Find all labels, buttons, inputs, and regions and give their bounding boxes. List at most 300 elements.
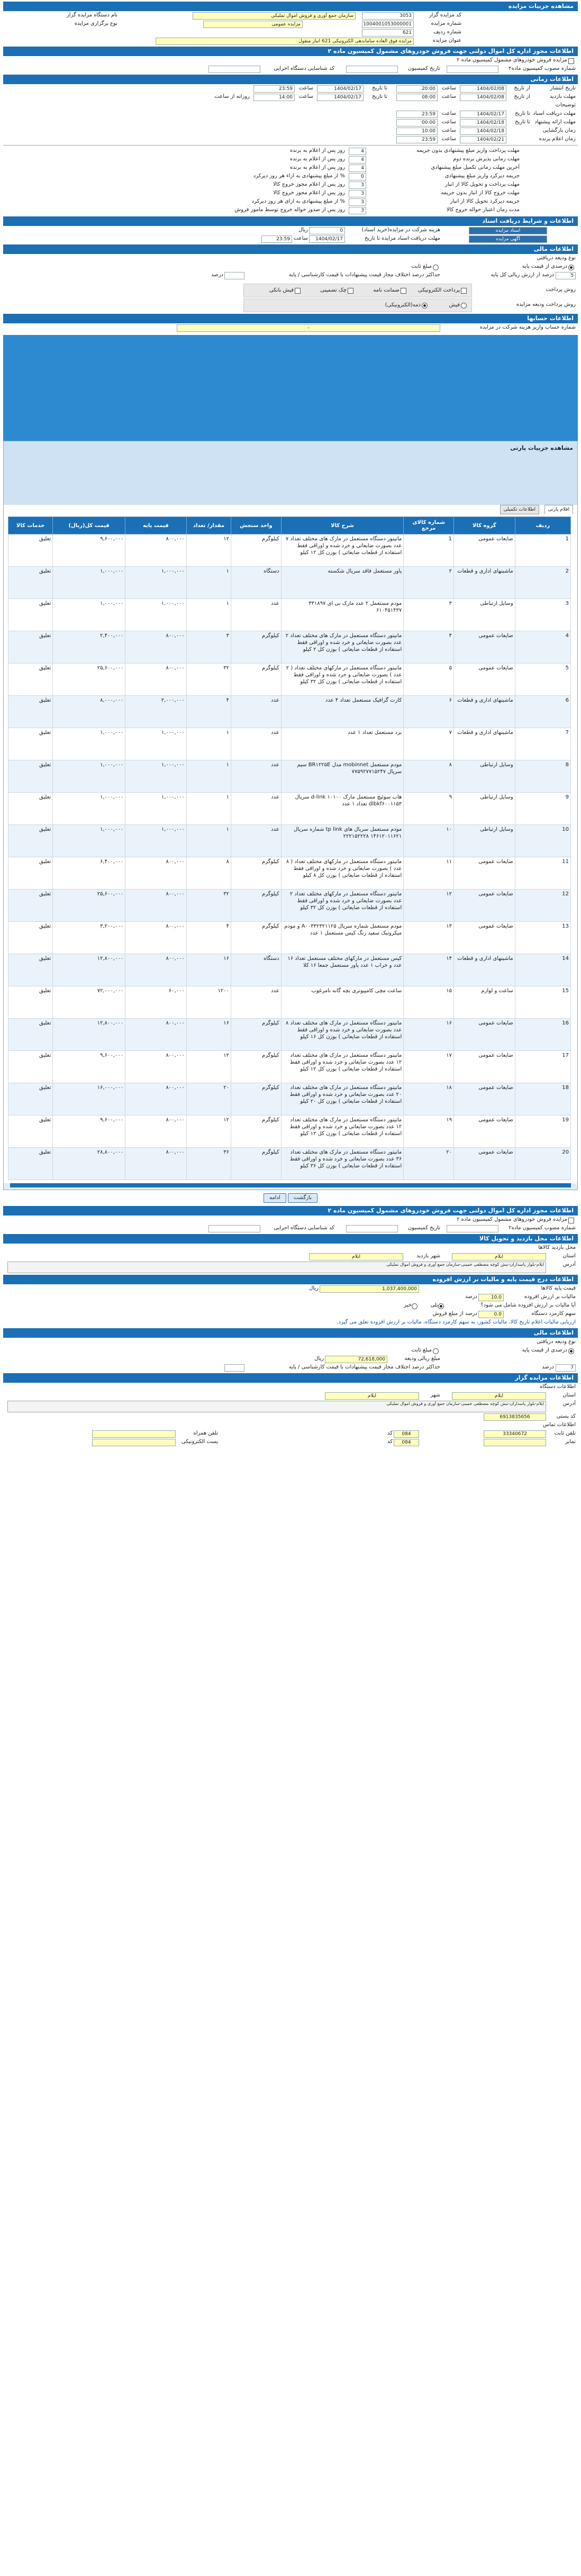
table-cell: مانیتور دستگاه مستعمل در مارک های مختلف تعداد ۸ عدد بصورت ضایعاتی و خرد شده و اوراقی فقط استفاده از قطعات ضایعاتی ) بوزن کل ۱۶ کیلو (281, 1019, 404, 1051)
fixed-radio-2[interactable] (433, 1348, 439, 1354)
table-cell: کیلوگرم (231, 1019, 282, 1051)
table-cell: کیلوگرم (231, 922, 282, 954)
auction-title-label: عنوان مزایده (432, 38, 461, 43)
city-field: ایلام (325, 1392, 419, 1400)
section-title: اطلاعات مجوز اداره کل اموال دولتی جهت فروش خودروهای مشمول کمیسیون ماده ۲ (3, 47, 578, 56)
items-table-wrap (4, 514, 577, 1183)
rule-value: 3 (349, 198, 366, 206)
table-cell: مانیتور دستگاه مستعمل در مارکهای مختلف تعداد ( ۲ عدد ) بصورت ضایعاتی و خرد شده و اوراقی فقط استفاده از قطعات ضایعاتی ) بوزن کل ۳۲ کیلو (281, 664, 404, 696)
time-label: ساعت (441, 119, 456, 125)
table-cell: ۱,۰۰۰,۰۰۰ (125, 760, 187, 793)
percent-unit: درصد از ارزش ریالی کل پایه (491, 272, 554, 278)
electronic-pay-checkbox[interactable] (461, 288, 467, 294)
time-label: ساعت (441, 85, 456, 91)
table-row (8, 599, 571, 631)
table-cell: مانیتور دستگاه مستعمل در مارکهای مختلف تعداد ۲ عدد بصورت ضایعاتی و خرد شده و اوراقی فقط استفاده از قطعات ضایعاتی ) بوزن کل ۳۲ کیلو (281, 890, 404, 922)
commission-date-label: تاریخ کمیسیون (407, 66, 440, 71)
table-row (8, 986, 571, 1019)
offer-deadline-date: 1404/02/18 (460, 119, 506, 126)
fish-radio[interactable] (461, 303, 467, 309)
vat-unit: درصد (465, 1294, 477, 1300)
table-cell: ۱۶ (186, 1019, 231, 1051)
table-footer (10, 1183, 571, 1187)
table-cell: ضایعات عمومی (454, 631, 515, 664)
table-row (8, 1115, 571, 1148)
auction-type-field: مزایده عمومی (203, 21, 303, 28)
table-cell: ۴ (404, 631, 454, 664)
table-cell: تعلیق (8, 954, 53, 986)
doc-receive-date: 1404/02/17 (309, 235, 345, 243)
to-label: تا تاریخ (372, 94, 387, 99)
table-row (8, 728, 571, 760)
table-cell: 8 (515, 760, 570, 793)
auction-no-field: 1004001053000001 (362, 21, 414, 28)
publish-from-time: 20:00 (396, 85, 438, 93)
province-label: استان (562, 1253, 576, 1259)
to-label: تا تاریخ (515, 111, 530, 116)
table-row (8, 664, 571, 696)
table-cell: ۸۰۰,۰۰۰ (125, 954, 187, 986)
table-cell: ۳۲ (186, 890, 231, 922)
section-title: اطلاعات درج قیمت پایه و مالیات بر ارزش افزوده (3, 1275, 578, 1284)
rule-value: 4 (349, 148, 366, 155)
percent-radio-2[interactable] (568, 1348, 574, 1354)
base-price-label: قیمت پایه کالاها (541, 1285, 576, 1291)
table-cell: ۱۱ (404, 857, 454, 890)
table-cell: ۱۶ (186, 954, 231, 986)
table-cell: ۲۵,۶۰۰,۰۰۰ (53, 664, 125, 696)
postal-code-label: کد پستی (556, 1413, 576, 1419)
section-title: اطلاعات مزایده گزار (3, 1373, 578, 1383)
table-cell: ۸۰۰,۰۰۰ (125, 922, 187, 954)
pay-option-label: چک تضمینی (320, 287, 347, 293)
table-cell: ۱ (186, 567, 231, 599)
table-cell: ۱۲ (186, 1051, 231, 1083)
row-no-field: 621 (362, 29, 414, 37)
pay-option-label: پرداخت الکترونیکی (417, 287, 460, 293)
vat-no-radio[interactable] (412, 1303, 417, 1309)
executive-code-field (208, 1225, 260, 1232)
executive-code-label: کد شناسایی دستگاه اجرایی (274, 66, 334, 71)
table-cell: ۲۰ (186, 1083, 231, 1115)
commission-share-label: سهم کارمزد دستگاه (531, 1311, 576, 1317)
org-code-label: کد مزایده گزار (429, 12, 461, 18)
phone-field: 33340672 (484, 1430, 546, 1438)
table-cell: ۱۳ (404, 922, 454, 954)
table-cell: ۱۶ (404, 1019, 454, 1051)
table-cell: ساعت مچی کامپیوتری بچه گانه نامرغوب (281, 986, 404, 1019)
mobile-field (92, 1430, 176, 1438)
time-label: ساعت (441, 111, 456, 116)
table-cell: عدد (231, 793, 282, 825)
table-cell: ضایعات عمومی (454, 534, 515, 567)
table-cell: ۱,۰۰۰,۰۰۰ (53, 567, 125, 599)
table-cell: ۵ (404, 664, 454, 696)
table-cell: 18 (515, 1083, 570, 1115)
table-cell: تعلیق (8, 631, 53, 664)
vat-warning: ارزیابی مالیات اعلام تاریخ کالا، مالیات کشور، به سهم کارمزد دستگاه، مالیات بر ارزش افزوده تعلق می گیرد. (337, 1319, 576, 1325)
table-cell: ۱ (186, 825, 231, 857)
table-cell: تعلیق (8, 1148, 53, 1180)
opening-time: 10:00 (396, 128, 438, 135)
table-cell: تعلیق (8, 534, 53, 567)
deposit-amount-label: مبلغ ریالی ودیعه (404, 1356, 440, 1362)
table-row (8, 825, 571, 857)
code-label: کد (387, 1439, 393, 1445)
table-cell: ۳,۲۰۰,۰۰۰ (53, 922, 125, 954)
from-label: از تاریخ (514, 94, 530, 99)
city-label: شهر (430, 1392, 440, 1398)
table-cell: ۸۰۰,۰۰۰ (125, 664, 187, 696)
section-title: اطلاعات مجوز اداره کل اموال دولتی جهت فروش خودروهای مشمول کمیسیون ماده ۲ (3, 1206, 578, 1216)
section-title: اطلاعات حسابها (3, 314, 578, 323)
table-cell: ۱,۰۰۰,۰۰۰ (125, 728, 187, 760)
offer-deadline-time: 00:00 (396, 119, 438, 126)
to-label: تا تاریخ (372, 85, 387, 91)
table-cell: مانیتور دستگاه مستعمل در مارک های مختلف تعداد ۷ عدد بصورت ضایعاتی و خرد شده و اوراقی فقط استفاده از قطعات ضایعاتی ) بوزن کل ۱۲ کیلو (281, 534, 404, 567)
table-cell: ۱۸ (404, 1083, 454, 1115)
publish-label: تاریخ انتشار (550, 85, 576, 91)
items-table (8, 516, 571, 1180)
percent-radio[interactable] (568, 265, 574, 270)
code-label: کد (387, 1430, 393, 1436)
table-cell: 19 (515, 1115, 570, 1148)
col-header: مقدار/ تعداد (186, 517, 231, 534)
commission-share-unit: درصد از مبلغ فروش (432, 1311, 477, 1317)
commission-no-field (447, 1225, 498, 1232)
vat-question: آیا مالیات بر ارزش افزوده شامل می شود؟ (480, 1302, 576, 1308)
table-cell: کیلوگرم (231, 534, 282, 567)
table-cell: عدد (231, 986, 282, 1019)
commission-share-field: 0.0 (478, 1311, 504, 1318)
table-cell: 14 (515, 954, 570, 986)
table-cell: ۴ (186, 696, 231, 728)
doc-deadline-time: 23:59 (396, 111, 438, 118)
permit-checkbox-2[interactable] (568, 1218, 574, 1223)
table-cell: مانیتور دستگاه مستعمل در مارک های مختلف تعداد ۳۶ عدد بصورت ضایعاتی و خرد شده و اوراقی فقط استفاده از قطعات ضایعاتی ) بوزن کل ۳۶ کیلو (281, 1148, 404, 1180)
visit-place-label: محل بازدید کالاها (538, 1245, 576, 1250)
visit-to-time: 14:00 (253, 94, 295, 101)
documents-button[interactable]: اسناد مزایده (469, 227, 547, 234)
table-cell: ۱۴ (404, 954, 454, 986)
table-cell: ۲,۰۰۰,۰۰۰ (125, 696, 187, 728)
table-cell: ۲,۴۰۰,۰۰۰ (53, 631, 125, 664)
blue-panel (3, 335, 578, 441)
section-title: اطلاعات مالی (3, 244, 578, 254)
table-cell: ۶ (404, 696, 454, 728)
percent-field-2: 7 (556, 1364, 576, 1372)
opening-date: 1404/02/18 (460, 128, 506, 135)
table-cell: ۹,۶۰۰,۰۰۰ (53, 1115, 125, 1148)
table-cell: ضایعات عمومی (454, 922, 515, 954)
section-title: اطلاعات مالی (3, 1328, 578, 1338)
rule-text: جریمه دیرکرد تحویل کالا از انبار (450, 198, 520, 204)
section-title: اطلاعات زمانی (3, 75, 578, 84)
tab-items[interactable]: اقلام پارتی (544, 505, 573, 514)
currency-label: ریال (314, 1356, 324, 1362)
publish-to-date: 1404/02/17 (317, 85, 364, 93)
contact-label: اطلاعات تماس (542, 1422, 576, 1428)
table-cell: کیلوگرم (231, 631, 282, 664)
time-label: ساعت (441, 128, 456, 133)
col-header: گروه کالا (454, 517, 515, 534)
table-cell: مودم مستعمل سریال های tp link شماره سریال ۱۴۶۱۲۰۱۱۶۲۱ ۲۲۲۱۵۲۲۲۸ (281, 825, 404, 857)
table-cell: ۱ (186, 599, 231, 631)
auction-details-panel (0, 2, 581, 332)
table-cell: ماشینهای اداری و قطعات (454, 954, 515, 986)
table-cell: تعلیق (8, 664, 53, 696)
table-row (8, 857, 571, 890)
province-field: ایلام (452, 1253, 546, 1260)
table-cell: تعلیق (8, 599, 53, 631)
continue-button[interactable]: ادامه (264, 1193, 286, 1203)
table-cell: تعلیق (8, 1115, 53, 1148)
table-cell: ۲۰ (404, 1148, 454, 1180)
rule-unit: % از مبلغ پیشنهادی به ازای هر روز دیرکرد (251, 198, 345, 204)
table-cell: 1 (404, 534, 454, 567)
table-cell: ۳۲ (186, 664, 231, 696)
permit-panel (0, 1206, 581, 1446)
table-cell: تعلیق (8, 1051, 53, 1083)
vat-no-label: خیر (404, 1302, 412, 1308)
rule-value: 3 (349, 190, 366, 197)
fee-label: هزینه شرکت در مزایده(خرید اسناد) (361, 227, 440, 233)
table-cell: 15 (515, 986, 570, 1019)
electronic-guarantee-radio[interactable] (422, 303, 428, 309)
table-cell: 11 (515, 857, 570, 890)
rule-unit: روز پس از اعلام به برنده (289, 156, 345, 162)
cheque-checkbox[interactable] (348, 288, 353, 294)
table-cell: ۱,۰۰۰,۰۰۰ (53, 793, 125, 825)
col-header: ردیف (515, 517, 570, 534)
rule-text: مهلت پرداخت و تحویل کالا از انبار (445, 182, 520, 187)
table-cell: 20 (515, 1148, 570, 1180)
rule-text: مهلت زمانی پذیرش برنده دوم (453, 156, 520, 162)
table-cell: تعلیق (8, 793, 53, 825)
address-label: آدرس (562, 1262, 576, 1267)
account-label: شماره حساب واریز هزینه شرکت در مزایده (479, 324, 576, 330)
table-cell: کارت گرافیک مستعمل تعداد ۴ عدد (281, 696, 404, 728)
table-cell: ۱۲,۸۰۰,۰۰۰ (53, 954, 125, 986)
rule-text: مهلت پرداخت واریز مبلغ پیشنهادی بدون جریمه (416, 148, 520, 153)
doc-deadline-date: 1404/02/17 (460, 111, 506, 118)
table-cell: ضایعات عمومی (454, 1051, 515, 1083)
table-cell: عدد (231, 599, 282, 631)
table-cell: کیلوگرم (231, 890, 282, 922)
max-diff-label: حداکثر درصد اختلاف مجاز قیمت پیشنهادات با قیمت کارشناسی / پایه (288, 1364, 440, 1370)
table-cell: ۸۰۰,۰۰۰ (125, 1148, 187, 1180)
table-cell: ساعت و لوازم (454, 986, 515, 1019)
table-cell: هاب سوئیچ مستعمل مارک d-link ۱۰۱۰۰ سریال dlbkf۶۰۰۱۱۵۳ تعداد ۱ عدد (281, 793, 404, 825)
percent-radio-label: درصدی از قیمت پایه (522, 1347, 567, 1353)
email-label: پست الکترونیکی (181, 1439, 218, 1445)
fish-label: فیش (449, 302, 460, 308)
table-cell: ۸۰۰,۰۰۰ (125, 857, 187, 890)
table-cell: ۱۲ (186, 1115, 231, 1148)
table-cell: ماشینهای اداری و قطعات (454, 696, 515, 728)
section-title: اطلاعات محل بازدید و تحویل کالا (3, 1234, 578, 1244)
table-cell: ضایعات عمومی (454, 1083, 515, 1115)
fee-unit: ریال (298, 227, 308, 233)
visit-city-field: ایلام (309, 1253, 403, 1260)
table-cell: ۱,۰۰۰,۰۰۰ (53, 599, 125, 631)
table-cell: ۱,۰۰۰,۰۰۰ (53, 728, 125, 760)
table-cell: ضایعات عمومی (454, 890, 515, 922)
table-header (8, 517, 571, 534)
max-diff-unit: درصد (211, 272, 223, 278)
pay-method-label: روش پرداخت (546, 287, 576, 293)
fixed-radio-label: مبلغ ثابت (411, 1347, 432, 1353)
items-buttons (0, 1193, 581, 1203)
from-label: از تاریخ (514, 85, 530, 91)
ads-button[interactable]: آگهی مزایده (469, 235, 547, 243)
table-cell: ۱ (186, 793, 231, 825)
max-diff-field-2 (224, 1364, 244, 1372)
table-cell: مانیتور دستگاه مستعمل در مارکهای مختلف تعداد ( ۸ عدد ) بصورت ضایعاتی و خرد شده و اوراقی فقط استفاده از قطعات ضایعاتی ) بوزن کل ۸ کیلو (281, 857, 404, 890)
table-cell: تعلیق (8, 922, 53, 954)
table-cell: ۲۸,۸۰۰,۰۰۰ (53, 1148, 125, 1180)
table-cell: ۲۵,۶۰۰,۰۰۰ (53, 890, 125, 922)
rule-unit: روز پس از اعلام مجوز خروج کالا (273, 182, 345, 187)
table-cell: ضایعات عمومی (454, 1148, 515, 1180)
doc-deadline-label: مهلت دریافت اسناد (533, 111, 576, 116)
table-cell: پاور مستعمل فاقد سریال شکسته (281, 567, 404, 599)
pay-option-label: ضمانت نامه (373, 287, 400, 293)
table-row (8, 954, 571, 986)
table-cell: تعلیق (8, 825, 53, 857)
table-cell: ضایعات عمومی (454, 1115, 515, 1148)
table-cell: ۱۰ (404, 825, 454, 857)
table-row (8, 922, 571, 954)
rule-value: 4 (349, 165, 366, 172)
table-cell: 1 (515, 534, 570, 567)
rule-value: 4 (349, 156, 366, 164)
table-cell: مانیتور دستگاه مستعمل در مارک های مختلف تعداد ۲۰ عدد بصورت ضایعاتی و خرد شده و اوراقی فقط استفاده از قطعات ضایعاتی ) بوزن کل ۲۰ کیلو (281, 1083, 404, 1115)
table-cell: تعلیق (8, 857, 53, 890)
vat-yes-radio[interactable] (438, 1303, 444, 1309)
percent-field: 5 (556, 272, 576, 279)
pay-option-label: فیش بانکی (269, 287, 294, 293)
table-cell: ۱,۰۰۰,۰۰۰ (125, 567, 187, 599)
back-button[interactable]: بازگشت (288, 1193, 317, 1203)
table-cell: تعلیق (8, 986, 53, 1019)
table-cell: ۸,۰۰۰,۰۰۰ (53, 696, 125, 728)
col-header: قیمت پایه (125, 517, 187, 534)
section-title: اطلاعات و شرایط دریافت اسناد (3, 216, 578, 226)
guarantee-letter-checkbox[interactable] (401, 288, 406, 294)
fixed-radio-label: مبلغ ثابت (411, 264, 432, 269)
bank-receipt-checkbox[interactable] (295, 288, 301, 294)
time-label: ساعت (298, 85, 313, 91)
table-cell: ۱۲ (186, 534, 231, 567)
announce-time: 23:59 (396, 136, 438, 143)
guarantee-method-options (243, 298, 472, 312)
commission-date-label: تاریخ کمیسیون (407, 1225, 440, 1231)
org-name-field: سازمان جمع آوری و فروش اموال تملیکی (193, 12, 356, 20)
table-row (8, 696, 571, 728)
rule-unit: روز پس از صدور حواله خروج توسط مامور فروش (234, 207, 345, 213)
publish-from-date: 1404/02/08 (460, 85, 506, 93)
table-row (8, 1019, 571, 1051)
visit-daily-label: روزانه از ساعت (214, 94, 250, 99)
table-cell: ۸۰۰,۰۰۰ (125, 890, 187, 922)
visit-from-time: 08:00 (396, 94, 438, 101)
vat-label: مالیات بر ارزش افزوده (524, 1294, 576, 1300)
items-table-body (8, 534, 571, 1180)
table-cell: ۸ (404, 760, 454, 793)
table-cell: کیلوگرم (231, 857, 282, 890)
table-cell: ۱۵ (404, 986, 454, 1019)
time-label: ساعت (441, 94, 456, 99)
table-cell: ماشینهای اداری و قطعات (454, 728, 515, 760)
table-cell: ۹,۶۰۰,۰۰۰ (53, 1051, 125, 1083)
table-row (8, 890, 571, 922)
table-cell: ۱ (186, 728, 231, 760)
table-cell: کیلوگرم (231, 1051, 282, 1083)
tab-extra[interactable]: اطلاعات تکمیلی (500, 505, 539, 514)
vat-yes-label: بلی (430, 1302, 438, 1308)
phone-code-field: 084 (394, 1430, 419, 1438)
table-cell: کیس مستعمل در مارکهای مختلف مستعمل تعداد ۱۶ عدد و خراب ۱ عدد پاور مستعمل جمعا ۱۶ کلا (281, 954, 404, 986)
fixed-radio[interactable] (433, 265, 439, 270)
table-cell: کیلوگرم (231, 1148, 282, 1180)
table-cell: ۸ (186, 857, 231, 890)
table-cell: 6 (515, 696, 570, 728)
commission-date-field (346, 66, 398, 73)
doc-receive-time: 23:59 (261, 235, 292, 243)
table-cell: 5 (515, 664, 570, 696)
deposit-amount-field: 72,618,000 (325, 1356, 387, 1363)
table-cell: ۱۲,۸۰۰,۰۰۰ (53, 1019, 125, 1051)
fax-code-field: 084 (394, 1439, 419, 1446)
commission-no-label: شماره مصوب کمیسیون ماده۲ (509, 66, 576, 71)
rule-unit: % از مبلغ پیشنهادی به ازاء هر روز دیرکرد (253, 173, 345, 179)
table-cell: ۴ (186, 922, 231, 954)
table-cell: مانیتور دستگاه مستعمل در مارک های مختلف تعداد ۱۲ عدد بصورت ضایعاتی و خرد شده و اوراقی فقط استفاده از قطعات ضایعاتی ) بوزن کل ۱۲ کیلو (281, 1115, 404, 1148)
table-cell: ۱۹ (404, 1115, 454, 1148)
guarantee-method-label: روش پرداخت ودیعه مزایده (516, 302, 576, 307)
table-cell: مودم مستعمل ۲ عدد مارک بی ای ۳۳۱۸۹۷ ۶۱۰۴۵۱۴۳۷ (281, 599, 404, 631)
description-label: توضیحات (555, 102, 576, 108)
rule-value: 3 (349, 207, 366, 214)
email-field (92, 1439, 176, 1446)
table-cell: ۲ (404, 567, 454, 599)
table-row (8, 534, 571, 567)
table-cell: ضایعات عمومی (454, 1019, 515, 1051)
table-cell: مودم مستعمل mobinnet مدل BR۱۲۲۵E سیم سریال ۷۷۵۹۲۷۷۱۵۲۴۷ (281, 760, 404, 793)
org-name-label: نام دستگاه مزایده گزار (66, 12, 117, 18)
mobile-label: تلفن همراه (193, 1430, 218, 1436)
table-cell: ماشینهای اداری و قطعات (454, 567, 515, 599)
permit-checkbox[interactable] (568, 58, 574, 64)
table-cell: عدد (231, 696, 282, 728)
table-cell: 9 (515, 793, 570, 825)
table-cell: ۳۶ (186, 1148, 231, 1180)
col-header: شماره کالای مرجع (404, 517, 454, 534)
time-label: ساعت (441, 136, 456, 142)
table-cell: 2 (515, 567, 570, 599)
table-cell: ۱۲۰۰ (186, 986, 231, 1019)
table-cell: ۸۰۰,۰۰۰ (125, 534, 187, 567)
base-price-field: 1,037,400,000 (320, 1285, 419, 1293)
percent-radio-label: درصدی از قیمت پایه (522, 264, 567, 269)
guarantee-method-value: ذمه(الکترونیکی) (385, 302, 421, 308)
items-panel (3, 441, 578, 1190)
offer-deadline-label: مهلت ارائه پیشنهاد (534, 119, 576, 125)
table-cell: ۷ (404, 728, 454, 760)
auction-no-label: شماره مزایده (431, 21, 461, 26)
table-cell: کیلوگرم (231, 1115, 282, 1148)
